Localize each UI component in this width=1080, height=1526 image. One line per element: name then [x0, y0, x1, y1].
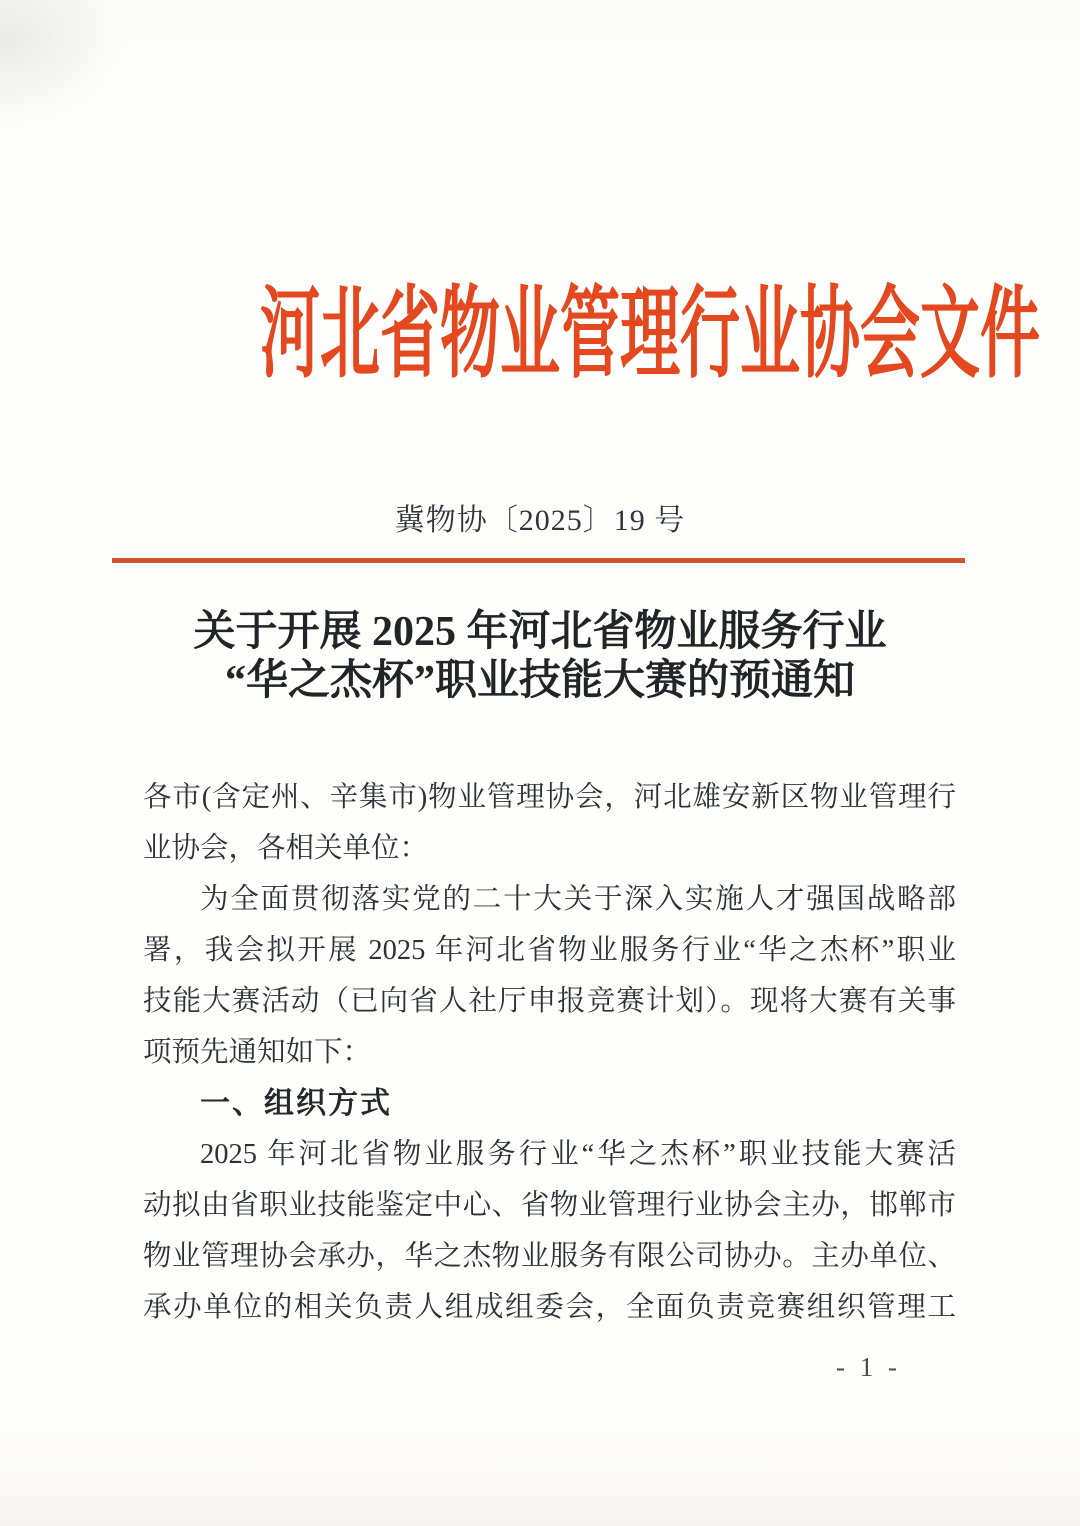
- document-title-line-1: 关于开展 2025 年河北省物业服务行业: [193, 609, 887, 655]
- red-header-title: [0, 279, 1080, 390]
- body-line: 项预先通知如下：: [143, 1037, 372, 1068]
- body-line: 承办单位的相关负责人组成组委会，全面负责竞赛组织管理工: [143, 1292, 956, 1323]
- page-number: - 1 -: [836, 1352, 901, 1382]
- document-number: 冀物协〔2025〕19 号: [394, 504, 686, 537]
- body-line: 各市(含定州、辛集市)物业管理协会，河北雄安新区物业管理行: [143, 782, 956, 813]
- body-line: 技能大赛活动（已向省人社厅申报竞赛计划）。现将大赛有关事: [143, 986, 956, 1017]
- section-heading: 一、组织方式: [200, 1087, 392, 1120]
- red-separator-rule: [112, 558, 965, 563]
- document-body: [143, 772, 956, 1333]
- body-line: 2025 年河北省物业服务行业“华之杰杯”职业技能大赛活: [200, 1139, 956, 1170]
- body-line: 动拟由省职业技能鉴定中心、省物业管理行业协会主办，邯郸市: [143, 1190, 956, 1221]
- body-line: 为全面贯彻落实党的二十大关于深入实施人才强国战略部: [200, 884, 956, 915]
- body-line: 物业管理协会承办，华之杰物业服务有限公司协办。主办单位、: [143, 1241, 956, 1272]
- document-title-line-2: “华之杰杯”职业技能大赛的预通知: [224, 658, 855, 704]
- red-header-title-text: 河北省物业管理行业协会文件: [259, 279, 1040, 390]
- body-line: 业协会，各相关单位：: [143, 833, 429, 864]
- body-line: 署，我会拟开展 2025 年河北省物业服务行业“华之杰杯”职业: [143, 935, 956, 966]
- document-title: [0, 608, 1080, 706]
